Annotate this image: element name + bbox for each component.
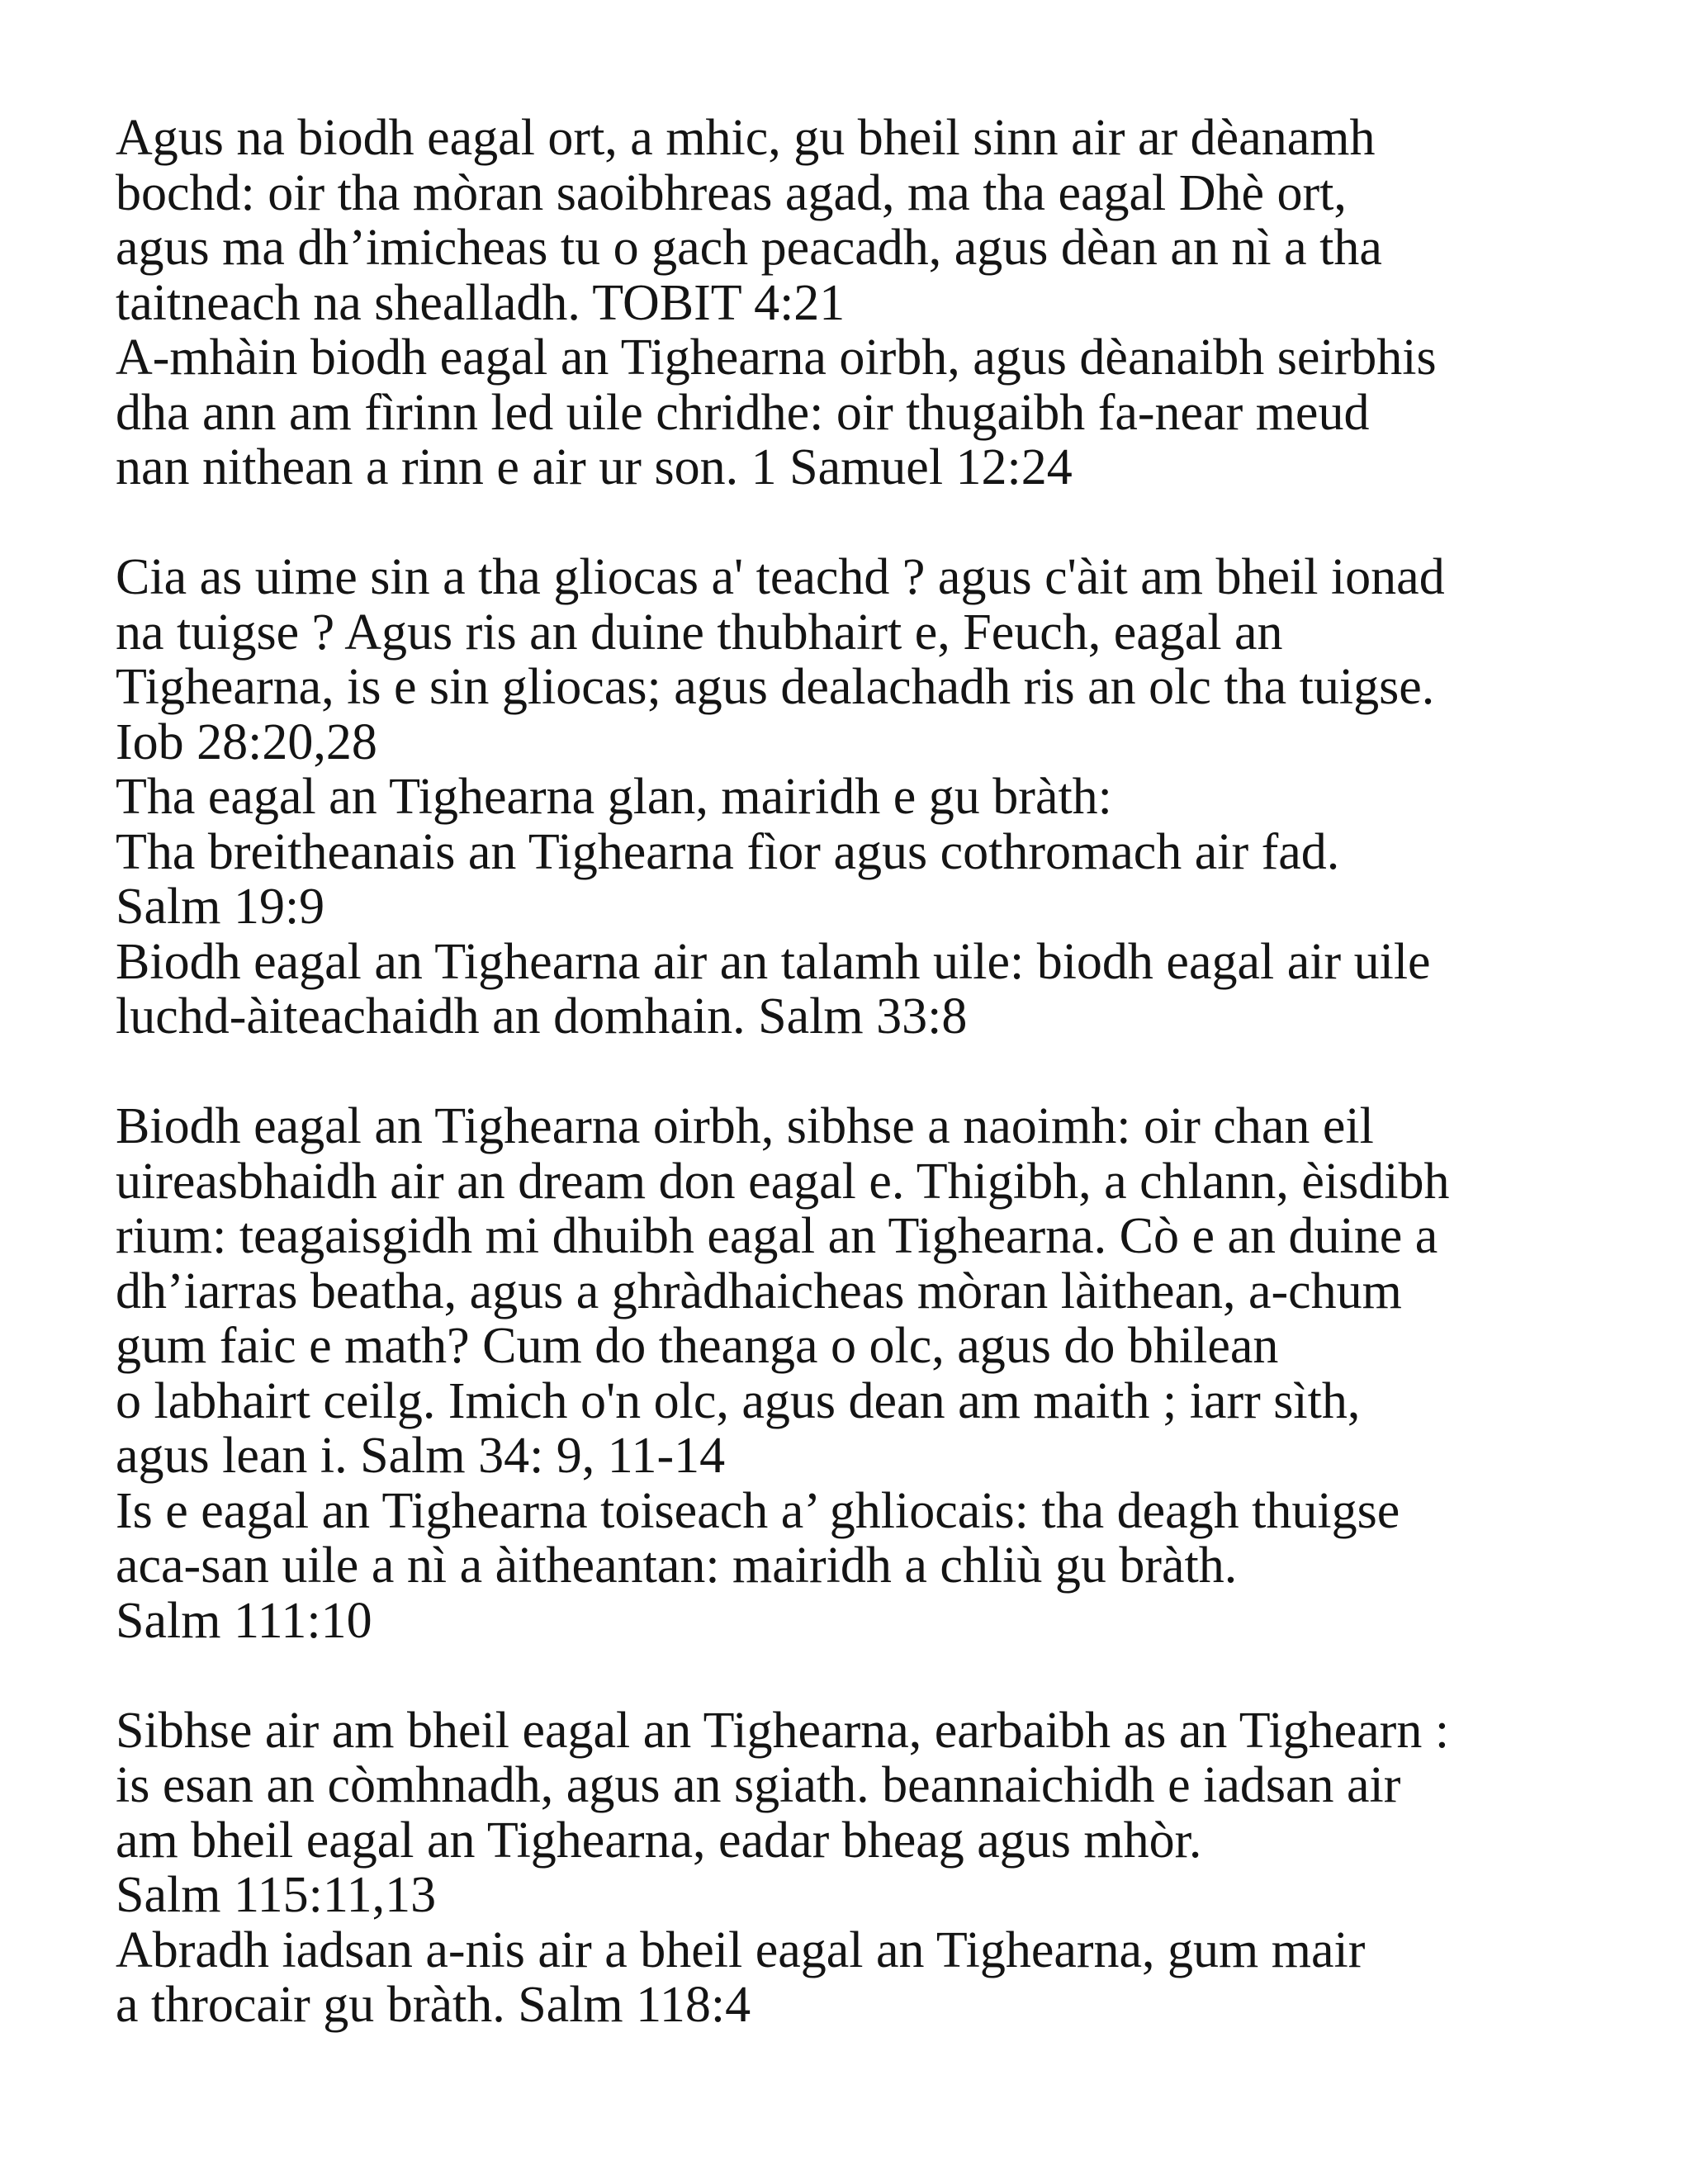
text-line: am bheil eagal an Tighearna, eadar bheag agus mhòr. [116, 1812, 1202, 1869]
text-line: Salm 19:9 [116, 879, 325, 935]
text-line: Abradh iadsan a-nis air a bheil eagal an Tighearna, gum mair [116, 1921, 1366, 1978]
text-line: A-mhàin biodh eagal an Tighearna oirbh, agus dèanaibh seirbhis [116, 329, 1437, 386]
text-line: nan nithean a rinn e air ur son. 1 Samuel 12:24 [116, 439, 1073, 495]
text-line: rium: teagaisgidh mi dhuibh eagal an Tighearna. Cò e an duine a [116, 1208, 1438, 1264]
text-line: Tha eagal an Tighearna glan, mairidh e gu bràth: [116, 769, 1112, 825]
stanza-3 [116, 1099, 1602, 1648]
text-line: is esan an còmhnadh, agus an sgiath. beannaichidh e iadsan air [116, 1757, 1401, 1813]
text-line: Salm 111:10 [116, 1592, 372, 1649]
text-line: na tuigse ? Agus ris an duine thubhairt e, Feuch, eagal an [116, 604, 1283, 661]
text-line: aca-san uile a nì a àitheantan: mairidh a chliù gu bràth. [116, 1537, 1238, 1594]
text-line: Tha breitheanais an Tighearna fìor agus cothromach air fad. [116, 823, 1340, 880]
stanza-1 [116, 111, 1602, 495]
text-line: Agus na biodh eagal ort, a mhic, gu bheil sinn air ar dèanamh [116, 110, 1376, 166]
text-line: gum faic e math? Cum do theanga o olc, agus do bhilean [116, 1318, 1279, 1374]
text-line: Iob 28:20,28 [116, 713, 377, 770]
text-line: Tighearna, is e sin gliocas; agus dealachadh ris an olc tha tuigse. [116, 659, 1435, 715]
text-line: o labhairt ceilg. Imich o'n olc, agus dean am maith ; iarr sìth, [116, 1372, 1361, 1429]
text-line: dh’iarras beatha, agus a ghràdhaicheas mòran làithean, a-chum [116, 1263, 1402, 1319]
text-line: dha ann am fìrinn led uile chridhe: oir thugaibh fa-near meud [116, 384, 1370, 441]
text-line: Sibhse air am bheil eagal an Tighearna, earbaibh as an Tighearn : [116, 1702, 1450, 1759]
text-line: Biodh eagal an Tighearna oirbh, sibhse a naoimh: oir chan eil [116, 1098, 1374, 1154]
document-page [116, 111, 1602, 2033]
text-line: agus ma dh’imicheas tu o gach peacadh, agus dèan an nì a tha [116, 220, 1382, 276]
text-line: Biodh eagal an Tighearna air an talamh uile: biodh eagal air uile [116, 933, 1431, 990]
text-line: luchd-àiteachaidh an domhain. Salm 33:8 [116, 988, 968, 1045]
text-line: bochd: oir tha mòran saoibhreas agad, ma tha eagal Dhè ort, [116, 164, 1347, 221]
text-line: a throcair gu bràth. Salm 118:4 [116, 1977, 751, 2033]
text-line: uireasbhaidh air an dream don eagal e. Thigibh, a chlann, èisdibh [116, 1153, 1450, 1210]
text-line: agus lean i. Salm 34: 9, 11-14 [116, 1428, 726, 1484]
text-line: Salm 115:11,13 [116, 1867, 437, 1923]
text-line: Cia as uime sin a tha gliocas a' teachd ? agus c'àit am bheil ionad [116, 549, 1445, 605]
stanza-2 [116, 550, 1602, 1045]
stanza-4 [116, 1703, 1602, 2033]
text-line: taitneach na shealladh. TOBIT 4:21 [116, 274, 846, 331]
text-line: Is e eagal an Tighearna toiseach a’ ghliocais: tha deagh thuigse [116, 1482, 1400, 1539]
